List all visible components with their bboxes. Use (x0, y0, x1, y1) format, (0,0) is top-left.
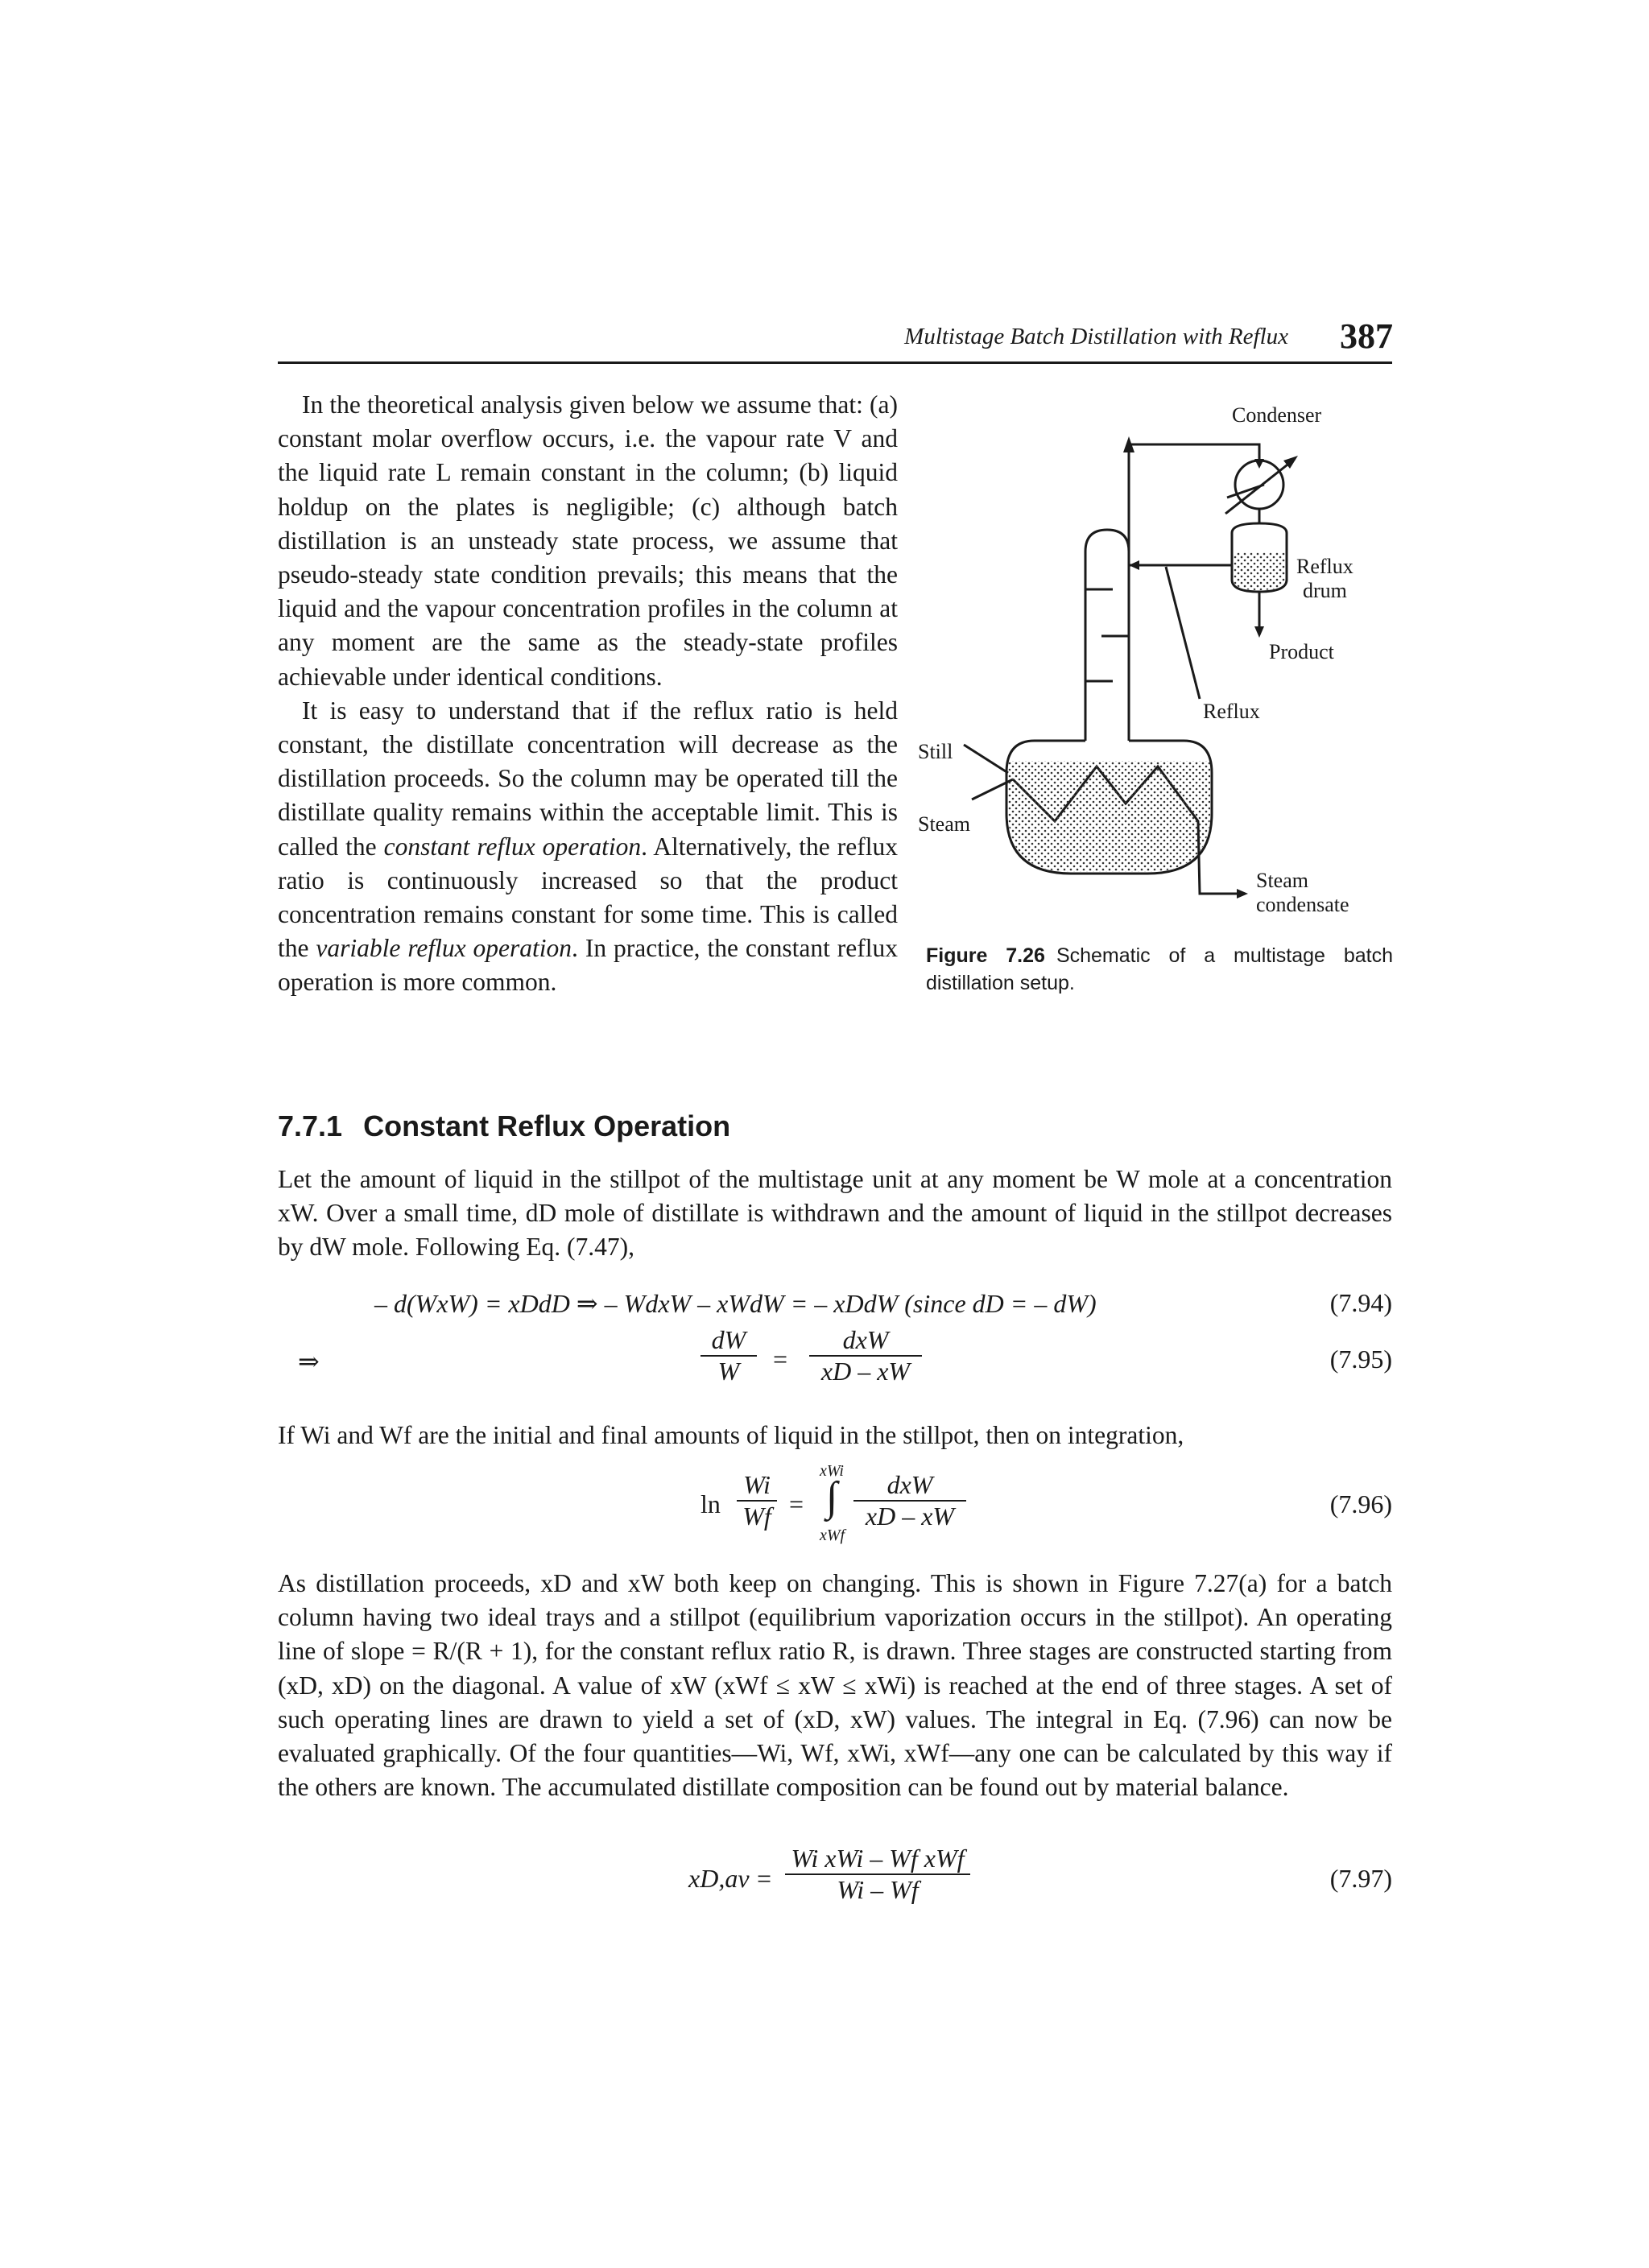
figure-caption (926, 942, 1393, 997)
section-number: 7.7.1 (278, 1109, 343, 1142)
running-title: Multistage Batch Distillation with Reflux (904, 324, 1288, 349)
label-still: Still (918, 740, 953, 763)
para1-text: Let the amount of liquid in the stillpot of the multistage unit at any moment be W mole at a concentration xW. Over a small time, dD mole of distillate is withdrawn and the amount of liquid in the stillpot decreases by dW mole. Following Eq. (7.47), (278, 1165, 1392, 1262)
label-product: Product (1269, 640, 1334, 663)
equation-number-7-94: (7.94) (1329, 1288, 1392, 1317)
label-condenser: Condenser (1232, 403, 1322, 427)
eq95-rhs-fraction (809, 1325, 922, 1386)
eq96-upper-limit: xWi (820, 1462, 844, 1480)
eq96-rhs-numerator: dxW (886, 1470, 933, 1499)
section-title: Constant Reflux Operation (363, 1109, 731, 1142)
eq96-lhs-fraction (737, 1470, 777, 1531)
eq97-denominator: Wi – Wf (837, 1875, 919, 1904)
eq96-lhs-numerator: Wi (743, 1470, 771, 1499)
reflux-drum-liquid (1234, 552, 1285, 590)
para3-text: As distillation proceeds, xD and xW both keep on changing. This is shown in Figure 7.27(a) for a batch column having two ideal trays and a stillpot (equilibrium vaporization occurs in the stillpot). An operating line of slope = R/(R + 1), for the constant reflux ratio R, is drawn. Three stages are constructed starting from (xD, xD) on the diagonal. A value of xW (xWf ≤ xW ≤ xWi) is reached at the end of three stages. A set of such operating lines are drawn to yield a set of (xD, xW) values. The integral in Eq. (7.96) can now be evaluated graphically. Of the four quantities—Wi, Wf, xWi, xWf—any one can be calculated by this way if the others are known. The accumulated distillate composition can be found out by material balance. (278, 1569, 1392, 1802)
eq97-numerator: Wi xWi – Wf xWf (791, 1844, 965, 1873)
condenser-leader (1227, 485, 1264, 498)
intro-paragraph-2 (278, 694, 898, 1000)
label-steam-condensate-1: Steam (1256, 869, 1308, 892)
eq95-lhs-denominator: W (717, 1357, 740, 1386)
eq96-lhs-denominator: Wf (742, 1502, 771, 1531)
label-steam: Steam (918, 812, 970, 836)
term-variable-reflux: variable reflux operation (316, 934, 572, 963)
eq96-rhs-fraction (853, 1470, 966, 1531)
intro-p2-part-a: It is easy to understand that if the reflux ratio is held constant, the distillate concentration will decrease as the distillation proceeds. So the column may be operated till the distillate quality remains within the acceptable limit. This is called the (278, 696, 898, 861)
body-paragraph-3 (278, 1567, 1392, 1804)
figure-caption-text: Schematic of a multistage batch distillation setup. (926, 944, 1393, 994)
integral-sign: ∫ (826, 1474, 838, 1520)
term-constant-reflux: constant reflux operation (383, 832, 642, 861)
intro-column (278, 388, 898, 1000)
equation-number-7-96: (7.96) (1329, 1489, 1392, 1518)
intro-p2-part-c: . In practice, the constant reflux operation is more common. (278, 934, 899, 997)
eq97-fraction (785, 1844, 970, 1905)
para2-text: If Wi and Wf are the initial and final amounts of liquid in the stillpot, then on integration, (278, 1421, 1184, 1449)
eq96-rhs-denominator: xD – xW (865, 1502, 955, 1531)
section-heading (278, 1109, 730, 1143)
equation-number-7-95: (7.95) (1329, 1345, 1392, 1374)
body-paragraph-1 (278, 1163, 1392, 1265)
eq95-rhs-denominator: xD – xW (820, 1357, 911, 1386)
arrow-condensate (1237, 889, 1248, 899)
eq96-lower-limit: xWf (820, 1526, 845, 1544)
eq95-rhs-numerator: dxW (842, 1325, 889, 1354)
header-rule (278, 361, 1392, 364)
label-steam-condensate-2: condensate (1256, 893, 1349, 916)
implies-arrow: ⇒ (298, 1347, 320, 1376)
eq97-lhs: xD,av (688, 1864, 750, 1893)
arrow-to-condenser (1254, 459, 1264, 469)
distillation-schematic (918, 395, 1401, 942)
figure-number: Figure 7.26 (926, 944, 1045, 967)
arrow-product (1254, 626, 1264, 638)
eq97-equals: = (757, 1864, 772, 1893)
body-paragraph-2 (278, 1419, 1392, 1452)
intro-paragraph-1: In the theoretical analysis given below we assume that: (a) constant molar overflow occurs, i.e. the vapour rate V and the liquid rate L remain constant in the column; (b) liquid holdup on the plates is negligible; (c) although batch distillation is an unsteady state process, we assume that pseudo-steady state condition prevails; this means that the liquid and the vapour concentration profiles in the column at any moment are the same as the steady-state profiles achievable under identical conditions. (278, 390, 898, 691)
still-leader (964, 745, 1008, 773)
eq95-lhs-numerator: dW (711, 1325, 746, 1354)
label-reflux-drum-1: Reflux (1296, 555, 1354, 578)
eq96-equals: = (789, 1489, 804, 1518)
eq95-lhs-fraction (701, 1325, 757, 1386)
equation-7-94: – d(WxW) = xDdD ⇒ – WdxW – xWdW = – xDdW (since dD = – dW) (374, 1289, 1097, 1318)
label-reflux-drum-2: drum (1303, 579, 1347, 602)
label-reflux: Reflux (1203, 700, 1260, 723)
page-number: 387 (1340, 316, 1393, 356)
eq96-ln: ln (701, 1489, 721, 1518)
still-liquid (1008, 761, 1210, 872)
reflux-leader (1166, 567, 1200, 699)
equation-number-7-97: (7.97) (1329, 1864, 1392, 1893)
arrow-reflux (1129, 560, 1139, 570)
eq95-equals: = (773, 1345, 788, 1374)
intro-p2-part-b: . Alternatively, the reflux ratio is continuously increased so that the product concentration remains constant for some time. This is called the (278, 832, 898, 963)
